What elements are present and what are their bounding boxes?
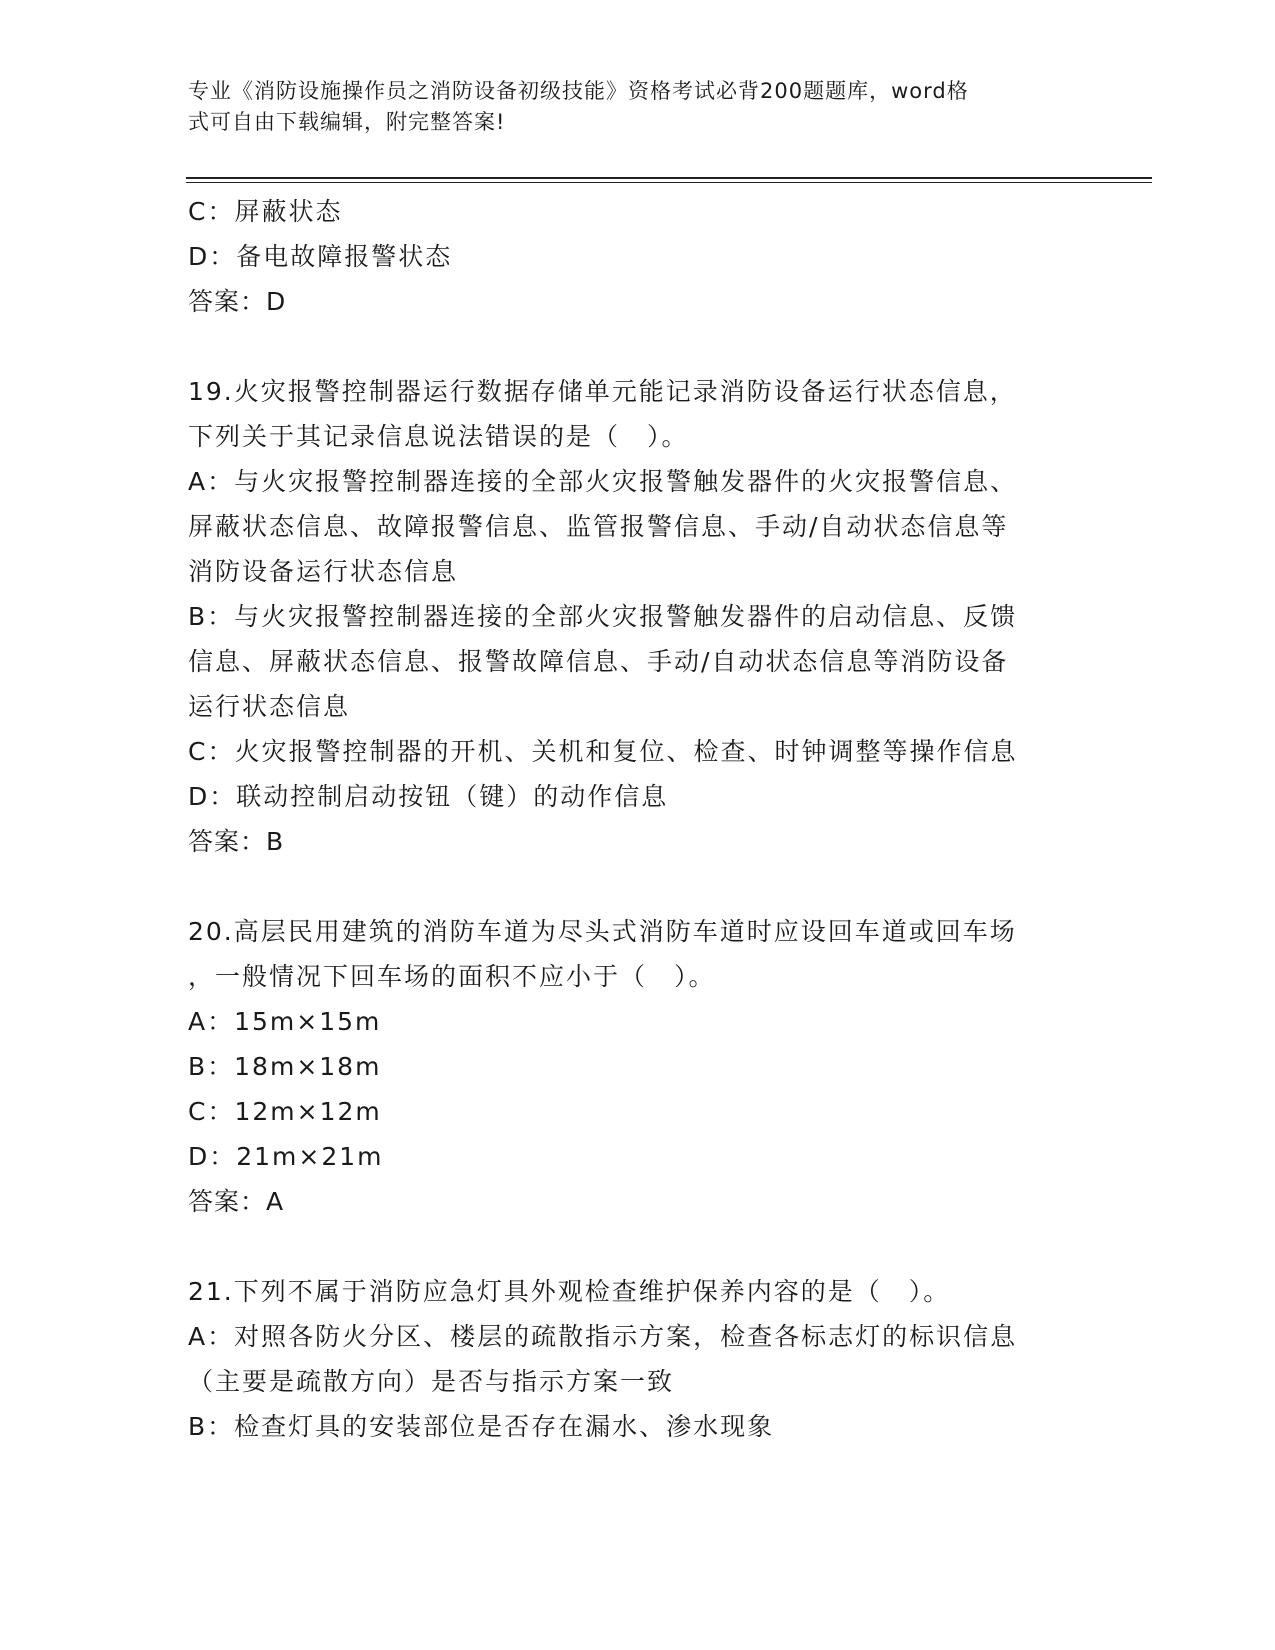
- question-20: [188, 909, 1088, 1224]
- option-c: C：屏蔽状态: [188, 197, 343, 226]
- answer: 答案：A: [188, 1187, 285, 1216]
- option-a: A：与火灾报警控制器连接的全部火灾报警触发器件的火灾报警信息、: [188, 467, 1018, 496]
- spacer: [188, 1224, 1088, 1269]
- page-header: [188, 76, 1068, 138]
- option-d: D：21m×21m: [188, 1142, 384, 1171]
- header-divider-thick: [186, 177, 1152, 179]
- answer: 答案：D: [188, 287, 287, 316]
- question-19: [188, 369, 1088, 864]
- option-b: 信息、屏蔽状态信息、报警故障信息、手动/自动状态信息等消防设备: [188, 647, 1009, 676]
- option-a: 屏蔽状态信息、故障报警信息、监管报警信息、手动/自动状态信息等: [188, 512, 1009, 541]
- question-stem: 19.火灾报警控制器运行数据存储单元能记录消防设备运行状态信息，: [188, 377, 1017, 406]
- option-a: A：对照各防火分区、楼层的疏散指示方案，检查各标志灯的标识信息: [188, 1322, 1018, 1351]
- question-21: [188, 1269, 1088, 1449]
- option-a: A：15m×15m: [188, 1007, 382, 1036]
- option-c: C：12m×12m: [188, 1097, 382, 1126]
- header-divider-thin: [186, 182, 1152, 183]
- question-stem: 下列关于其记录信息说法错误的是（ ）。: [188, 422, 689, 451]
- header-title-line-1: 专业《消防设施操作员之消防设备初级技能》资格考试必背200题题库，word格: [188, 79, 969, 103]
- question-stem: 20.高层民用建筑的消防车道为尽头式消防车道时应设回车道或回车场: [188, 917, 1017, 946]
- spacer: [188, 324, 1088, 369]
- question-18-tail: [188, 189, 1088, 324]
- option-b: B：与火灾报警控制器连接的全部火灾报警触发器件的启动信息、反馈: [188, 602, 1018, 631]
- option-d: D：备电故障报警状态: [188, 242, 453, 271]
- option-b: B：检查灯具的安装部位是否存在漏水、渗水现象: [188, 1412, 775, 1441]
- header-title-line-2: 式可自由下载编辑，附完整答案!: [188, 110, 506, 134]
- option-b: 运行状态信息: [188, 692, 351, 721]
- spacer: [188, 864, 1088, 909]
- option-b: B：18m×18m: [188, 1052, 382, 1081]
- question-content: [188, 189, 1088, 1449]
- option-d: D：联动控制启动按钮（键）的动作信息: [188, 782, 669, 811]
- option-a: （主要是疏散方向）是否与指示方案一致: [188, 1367, 675, 1396]
- question-stem: ，一般情况下回车场的面积不应小于（ ）。: [188, 962, 716, 991]
- question-stem: 21.下列不属于消防应急灯具外观检查维护保养内容的是（ ）。: [188, 1277, 951, 1306]
- option-c: C：火灾报警控制器的开机、关机和复位、检查、时钟调整等操作信息: [188, 737, 1018, 766]
- option-a: 消防设备运行状态信息: [188, 557, 459, 586]
- answer: 答案：B: [188, 827, 285, 856]
